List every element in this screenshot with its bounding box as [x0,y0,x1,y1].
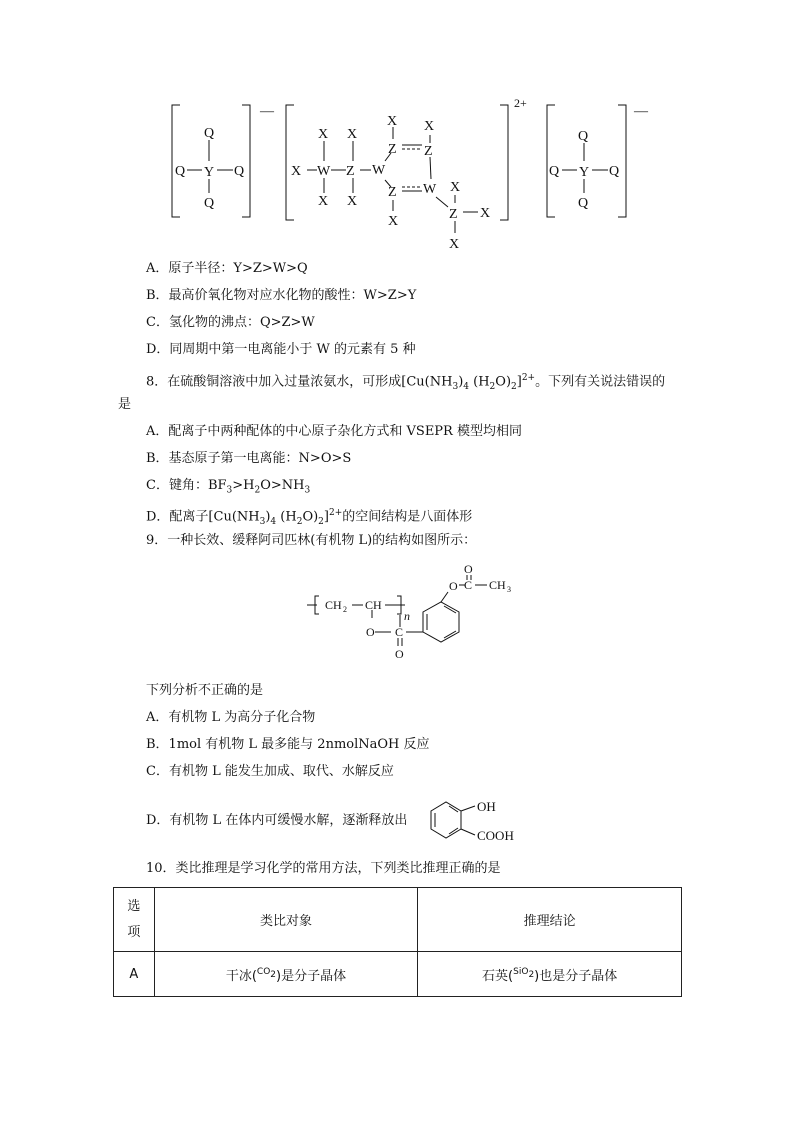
atom-q: Q [578,196,589,211]
q9-structure-figure [305,560,525,670]
atom-y: Y [204,165,215,180]
q7-option-b: B．最高价氧化物对应水化物的酸性：W>Z>Y [146,288,417,303]
q8-stem-sub: 2 [489,381,496,392]
atom-w: W [423,182,437,197]
q8-option-c [146,477,310,500]
atom-x: X [388,214,399,229]
q8-optd-sub: 4 [270,516,277,527]
q10-stem: 10．类比推理是学习化学的常用方法，下列类比推理正确的是 [146,861,501,876]
q8-optd-sup: 2+ [328,508,343,518]
q8-optc-sub: 3 [304,485,311,496]
q8-stem-part: ) [458,374,464,390]
q10-table [113,887,682,997]
atom-x: X [450,180,461,195]
atom-x: X [449,237,460,252]
q8-optc-part: >H [232,478,255,493]
oh-label: OH [477,799,496,814]
atom-x: X [318,127,329,142]
q8-optd-part: ) [265,509,271,525]
atom-q: Q [549,164,560,179]
q8-option-b: B．基态原子第一电离能：N>O>S [146,451,352,466]
atom-z: Z [388,185,397,200]
q8-optd-part: D．配离子[Cu(NH [146,509,260,525]
o-label: O [449,579,458,593]
q9-option-b: B．1mol 有机物 L 最多能与 2nmolNaOH 反应 [146,737,430,752]
ch3-label: CH [489,578,506,592]
q8-optd-part: 的空间结构是八面体形 [342,509,473,525]
q8-optd-part: (H [276,509,297,525]
table-row [114,952,682,997]
row-option: A [114,952,155,997]
q8-optd-part: O) [302,509,319,525]
ch2-sub: 2 [343,605,347,614]
q7-option-c: C．氢化物的沸点：Q>Z>W [146,315,315,330]
q9-option-a: A．有机物 L 为高分子化合物 [146,710,316,725]
row-object-part: )是分子晶体 [276,968,347,984]
row-conclusion-formula: SiO [513,967,529,978]
q8-stem-sub: 4 [463,381,469,392]
header-object: 类比对象 [154,888,418,952]
atom-x: X [387,114,398,129]
q7-option-a: A．原子半径：Y>Z>W>Q [146,261,308,276]
atom-x: X [291,164,302,179]
q8-optd-sub: 2 [318,516,324,527]
atom-x: X [480,206,491,221]
q8-stem-part: 8．在硫酸铜溶液中加入过量浓氨水，可形成[Cu(NH [146,374,453,390]
ch-label: CH [365,598,382,612]
row-object [154,952,418,997]
o-label: O [395,647,404,661]
q8-stem-part: (H [469,374,490,390]
atom-z: Z [346,164,355,179]
q8-optc-part: C．键角：BF [146,478,227,493]
atom-z: Z [424,144,433,159]
q8-stem-sub: 3 [452,381,459,392]
q8-stem-part: ] [516,374,522,390]
q7-option-d: D．同周期中第一电离能小于 W 的元素有 5 种 [146,342,416,357]
q8-optc-sub: 3 [226,485,233,496]
q8-optd-part: ] [323,509,329,525]
n-label: n [404,609,410,623]
atom-z: Z [388,142,397,157]
row-conclusion [418,952,682,997]
q9-lead: 下列分析不正确的是 [146,683,264,698]
q8-option-a: A．配离子中两种配体的中心原子杂化方式和 VSEPR 模型均相同 [146,424,522,439]
row-conclusion-part: 石英( [482,968,514,984]
anion-charge-left: — [260,104,274,119]
atom-w: W [317,164,331,179]
atom-w: W [372,163,386,178]
c-label: C [395,625,404,639]
atom-q: Q [234,164,245,179]
salicylic-acid-figure [425,793,545,847]
q8-stem-sup: 2+ [521,373,536,383]
q8-optc-sub: 2 [254,485,261,496]
atom-z: Z [449,207,458,222]
table-header-row [114,888,682,952]
atom-x: X [347,127,358,142]
q9-option-c: C．有机物 L 能发生加成、取代、水解反应 [146,764,394,779]
o-label: O [366,625,375,639]
atom-x: X [347,194,358,209]
cooh-label: COOH [477,828,514,843]
cation-charge: 2+ [514,96,527,110]
q9-stem: 9．一种长效、缓释阿司匹林(有机物 L)的结构如图所示： [146,533,477,548]
q8-stem-part: 。下列有关说法错误的 [535,374,666,390]
header-conclusion: 推理结论 [418,888,682,952]
atom-q: Q [204,126,215,141]
q8-optd-sub: 3 [259,516,266,527]
row-object-sub: 2 [270,969,277,980]
q8-stem-sub: 2 [511,381,517,392]
q8-stem [146,369,665,396]
row-object-part: 干冰( [225,968,257,984]
q8-optc-part: O>NH [260,478,305,493]
o-label: O [464,562,473,576]
atom-x: X [424,119,435,134]
q8-stem-line2: 是 [118,397,132,412]
atom-y: Y [579,165,590,180]
row-object-formula: CO [256,967,271,978]
atom-q: Q [578,129,589,144]
atom-q: Q [175,164,186,179]
atom-x: X [318,194,329,209]
atom-q: Q [609,164,620,179]
q7-structure-figure [160,95,660,255]
q9-option-d: D．有机物 L 在体内可缓慢水解，逐渐释放出 [146,813,408,828]
row-conclusion-part: )也是分子晶体 [534,968,618,984]
ch3-sub: 3 [507,585,511,594]
q8-stem-part: O) [495,374,512,390]
header-option: 选 项 [114,888,155,952]
c-label: C [464,578,473,592]
ch2-label: CH [325,598,342,612]
row-conclusion-sub: 2 [528,969,535,980]
q8-option-d [146,504,472,531]
anion-charge-right: — [634,104,648,119]
q8-optd-sub: 2 [296,516,303,527]
atom-q: Q [204,196,215,211]
